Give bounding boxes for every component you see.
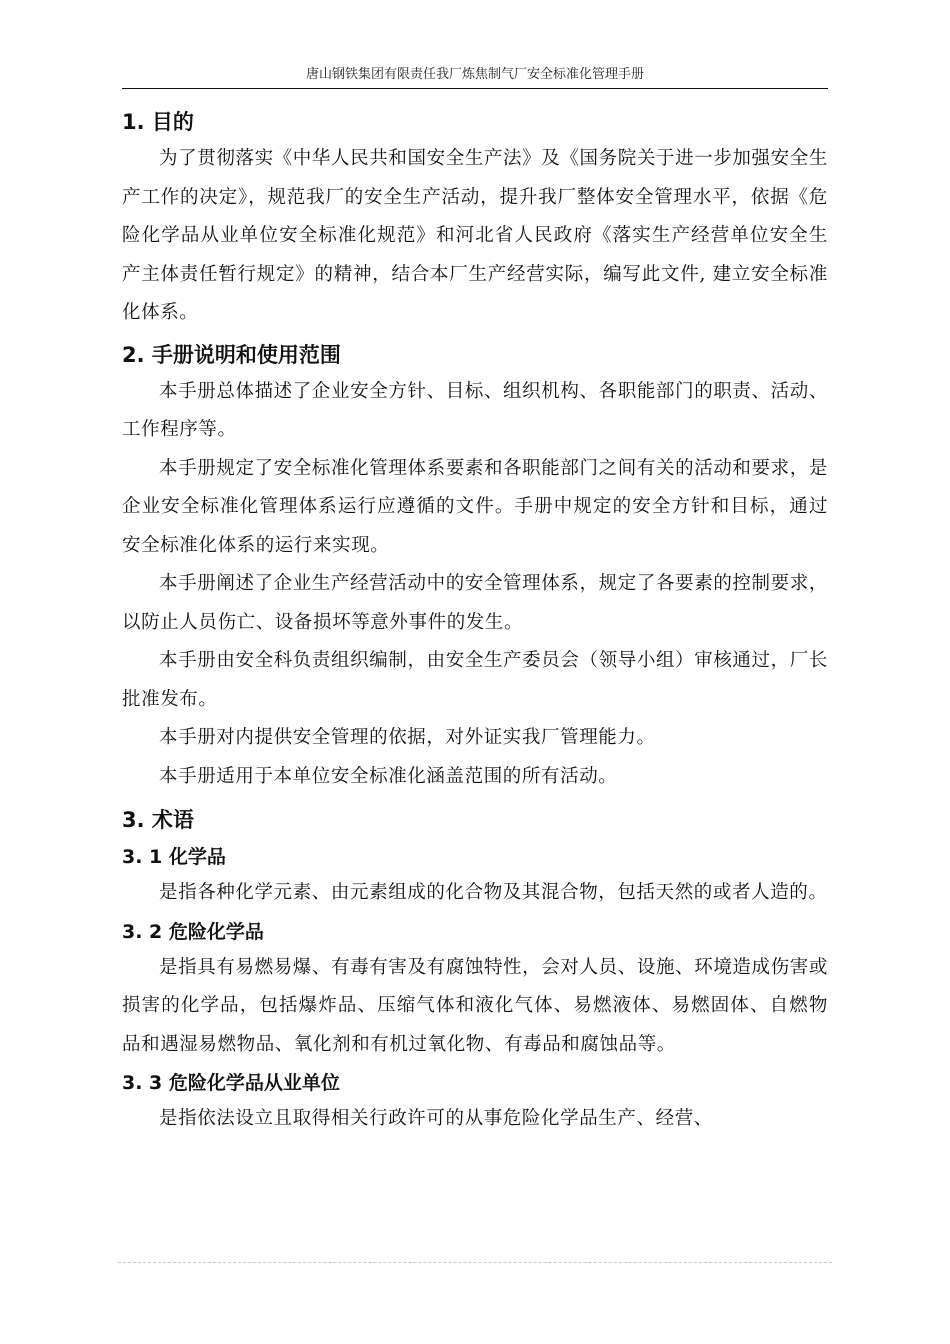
footer-divider bbox=[118, 1262, 832, 1263]
paragraph: 本手册适用于本单位安全标准化涵盖范围的所有活动。 bbox=[159, 765, 618, 787]
header-divider bbox=[122, 88, 828, 89]
paragraph: 本手册阐述了企业生产经营活动中的安全管理体系，规定了各要素的控制要求，以防止人员伤亡、设备损坏等意外事件的发生。 bbox=[122, 573, 828, 633]
paragraph: 本手册由安全科负责组织编制，由安全生产委员会（领导小组）审核通过，厂长批准发布。 bbox=[122, 650, 828, 710]
subsection-heading-hazardous-chemical-units: 3. 3 危险化学品从业单位 bbox=[122, 1072, 340, 1094]
running-header: 唐山钢铁集团有限责任我厂炼焦制气厂安全标准化管理手册 bbox=[305, 67, 644, 82]
section-heading-purpose: 1. 目的 bbox=[122, 110, 194, 134]
paragraph: 是指具有易燃易爆、有毒有害及有腐蚀特性，会对人员、设施、环境造成伤害或损害的化学品，包括爆炸品、压缩气体和液化气体、易燃液体、易燃固体、自燃物品和遇湿易燃物品、氧化剂和有机过氧化物、有毒品和腐蚀品等。 bbox=[122, 956, 828, 1055]
paragraph: 是指各种化学元素、由元素组成的化合物及其混合物，包括天然的或者人造的。 bbox=[159, 882, 828, 903]
section-heading-terms: 3. 术语 bbox=[122, 808, 194, 832]
paragraph: 本手册规定了安全标准化管理体系要素和各职能部门之间有关的活动和要求，是企业安全标准化管理体系运行应遵循的文件。手册中规定的安全方针和目标，通过安全标准化体系的运行来实现。 bbox=[122, 457, 828, 556]
section-heading-scope: 2. 手册说明和使用范围 bbox=[122, 342, 341, 367]
paragraph: 本手册对内提供安全管理的依据，对外证实我厂管理能力。 bbox=[159, 727, 656, 748]
subsection-heading-chemicals: 3. 1 化学品 bbox=[122, 846, 226, 868]
paragraph: 为了贯彻落实《中华人民共和国安全生产法》及《国务院关于进一步加强安全生产工作的决定》，规范我厂的安全生产活动，提升我厂整体安全管理水平，依据《危险化学品从业单位安全标准化规范》和河北省人民政府《落实生产经营单位安全生产主体责任暂行规定》的精神，结合本厂生产经营实际，编写此文件, 建立安全标准化体系。 bbox=[122, 148, 828, 323]
paragraph: 本手册总体描述了企业安全方针、目标、组织机构、各职能部门的职责、活动、工作程序等。 bbox=[122, 380, 828, 440]
paragraph: 是指依法设立且取得相关行政许可的从事危险化学品生产、经营、 bbox=[159, 1108, 713, 1129]
subsection-heading-hazardous-chemicals: 3. 2 危险化学品 bbox=[122, 920, 264, 943]
document-body bbox=[122, 104, 828, 1139]
